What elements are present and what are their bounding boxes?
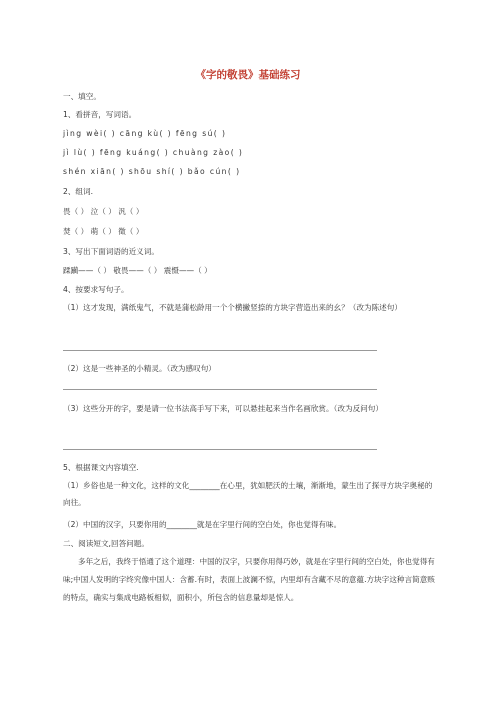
question-zuci: 2、组词. [63, 187, 94, 196]
pinyin-row: jìng wèi( ) cāng kù( ) fēng sú( ) [63, 129, 227, 138]
sentence-task-3: （3）这些分开的字，要是请一位书法高手写下来，可以悬挂起来当作名画欣赏。（改为反问句） [63, 404, 383, 413]
question-pinyin: 1、看拼音，写词语。 [63, 110, 137, 119]
zuci-row: 畏（ ） 泣（ ） 汎（ ） [63, 207, 144, 216]
answer-line [63, 350, 377, 351]
question-synonyms: 3、写出下面词语的近义词。 [63, 247, 159, 256]
question-text-fill: 5、根据课文内容填空. [63, 463, 139, 472]
pinyin-row: shén xiān( ) shōu shí( ) bǎo cún( ) [63, 167, 241, 176]
answer-line [63, 449, 377, 450]
fill-task-2: （2）中国的汉字，只要你用的________就是在字里行间的空白处，你也觉得有味。 [63, 520, 342, 529]
pinyin-row: jì lù( ) fēng kuáng( ) chuàng zào( ) [63, 148, 244, 157]
fill-task-1: （1）乡俗也是一种文化，这样的文化________在心里，犹如肥沃的土壤，渐渐地，蒙生出了探寻方块字奥秘的向往。 [63, 481, 433, 507]
sentence-task-1: （1）这才发现，满纸鬼气，不就是蒲松龄用一个个横撇竖捺的方块字营造出来的幺？（改为陈述句） [63, 303, 402, 312]
reading-passage: 多年之后，我终于悟通了这个道理：中国的汉字，只要你用得巧妙，就是在字里行间的空白处，你也觉得有味;中国人发明的字终究像中国人：含蓄.有时，表面上波澜不惊，内里却有含藏不尽的意蕴.方块字这种言简意赅的特点，确实与集成电路板相似，面积小，所包含的信息量却是惊人。 [63, 557, 435, 602]
answer-line [63, 389, 377, 390]
zuci-row: 焚（ ） 萌（ ） 徵（ ） [63, 227, 144, 236]
question-sentences: 4、按要求写句子。 [63, 285, 129, 294]
section-reading: 二、阅读短文,回答问题。 [63, 539, 149, 548]
synonym-row: 蹂躏——（ ） 敬畏——（ ） 震慑——（ ） [63, 266, 212, 275]
sentence-task-2: （2）这是一些神圣的小精灵。（改为感叹句） [63, 364, 216, 373]
section-fill-in: 一、填空。 [63, 92, 101, 101]
worksheet-title: 《字的敬畏》基础练习 [195, 69, 301, 81]
